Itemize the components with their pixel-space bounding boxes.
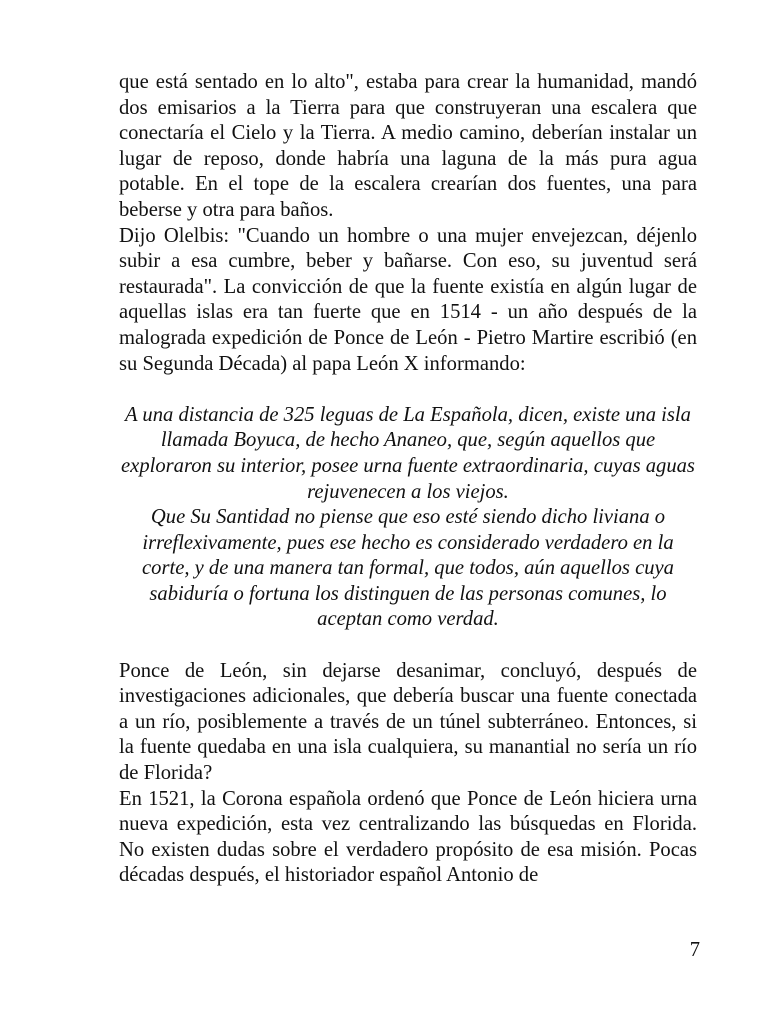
paragraph-spacer bbox=[119, 633, 697, 659]
body-paragraph: Ponce de León, sin dejarse desanimar, concluyó, después de investigaciones adicionales, que debería buscar una fuente conectada a un río, posiblemente a través de un túnel subterráneo. Entonces, si la fuente quedaba en una isla cualquiera, su manantial no sería un río de Florida? bbox=[119, 659, 697, 785]
quoted-paragraph: A una distancia de 325 leguas de La Española, dicen, existe una isla llamada Boyuca, de hecho Ananeo, que, según aquellos que exploraron su interior, posee urna fuente extraordinaria, cuyas aguas rejuvenecen a los viejos. bbox=[121, 403, 695, 503]
body-paragraph: que está sentado en lo alto", estaba para crear la humanidad, mandó dos emisarios a la Tierra para que construyeran una escalera que conectaría el Cielo y la Tierra. A medio camino, deberían instalar un lugar de reposo, donde habría una laguna de la más pura agua potable. En el tope de la escalera crearían dos fuentes, una para beberse y otra para baños. bbox=[119, 71, 697, 221]
paragraph-spacer bbox=[119, 377, 697, 403]
body-paragraph: Dijo Olelbis: "Cuando un hombre o una mujer envejezcan, déjenlo subir a esa cumbre, beber y bañarse. Con eso, su juventud será restaurada". La convicción de que la fuente existía en algún lugar de aquellas islas era tan fuerte que en 1514 - un año después de la malograda expedición de Ponce de León - Pietro Martire escribió (en su Segunda Década) al papa León X informando: bbox=[119, 224, 697, 375]
body-paragraph: En 1521, la Corona española ordenó que Ponce de León hiciera urna nueva expedición, esta vez centralizando las búsquedas en Florida. No existen dudas sobre el verdadero propósito de esa misión. Pocas décadas después, el historiador español Antonio de bbox=[119, 787, 697, 887]
document-page bbox=[119, 70, 697, 889]
page-number: 7 bbox=[689, 939, 700, 961]
quoted-paragraph: Que Su Santidad no piense que eso esté siendo dicho liviana o irreflexivamente, pues ese hecho es considerado verdadero en la corte, y de una manera tan formal, que todos, aún aquellos cuya sabiduría o fortuna los distinguen de las personas comunes, lo aceptan como verdad. bbox=[142, 506, 674, 631]
